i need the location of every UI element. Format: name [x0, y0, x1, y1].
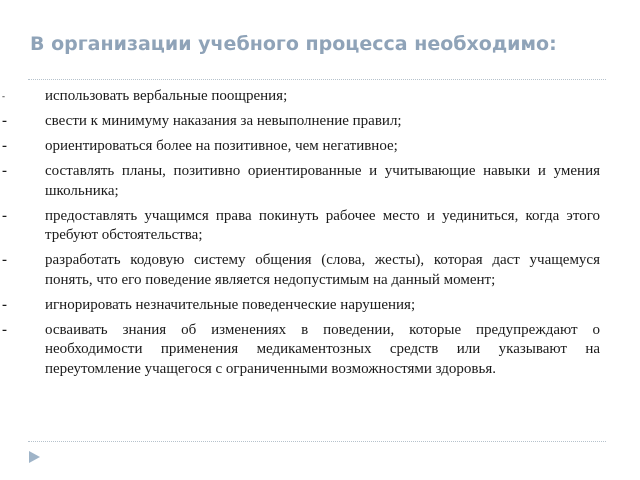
bullet-marker: - — [2, 321, 7, 338]
list-item — [0, 251, 600, 290]
slide-title: В организации учебного процесса необходимо: — [30, 33, 557, 55]
bullet-marker: - — [2, 252, 7, 268]
bullet-text: осваивать знания об изменениях в поведении, которые предупреждают о необходимости применения медикаментозных средств или указывают на переутомление учащегося с ограниченными возможностями здоровья. — [45, 321, 600, 377]
bullet-text: разработать кодовую систему общения (слова, жесты), которая даст учащемуся понять, что его поведение является недопустимым на данный момент; — [45, 252, 600, 288]
bullet-marker: - — [2, 207, 7, 224]
bullet-marker: - — [2, 163, 7, 179]
list-item — [0, 207, 600, 246]
bullet-marker: - — [2, 113, 7, 129]
bullet-list — [0, 87, 600, 385]
bullet-marker: - — [2, 138, 7, 154]
corner-arrow-icon — [29, 451, 40, 463]
list-item — [0, 87, 600, 107]
list-item — [0, 162, 600, 201]
bullet-marker: - — [2, 91, 5, 101]
list-item — [0, 321, 600, 380]
bullet-text: ориентироваться более на позитивное, чем негативное; — [45, 138, 398, 154]
bullet-text: составлять планы, позитивно ориентированные и учитывающие навыки и умения школьника; — [45, 163, 600, 199]
list-item — [0, 296, 600, 316]
bullet-text: игнорировать незначительные поведенческие нарушения; — [45, 296, 416, 313]
top-divider — [28, 79, 606, 80]
bullet-text: использовать вербальные поощрения; — [45, 88, 288, 104]
bullet-text: предоставлять учащимся права покинуть рабочее место и уединиться, когда этого требуют обстоятельства; — [45, 207, 600, 243]
bullet-marker: - — [2, 296, 7, 313]
bottom-divider — [28, 441, 606, 442]
bullet-text: свести к минимуму наказания за невыполнение правил; — [45, 113, 402, 129]
list-item — [0, 112, 600, 132]
list-item — [0, 137, 600, 157]
